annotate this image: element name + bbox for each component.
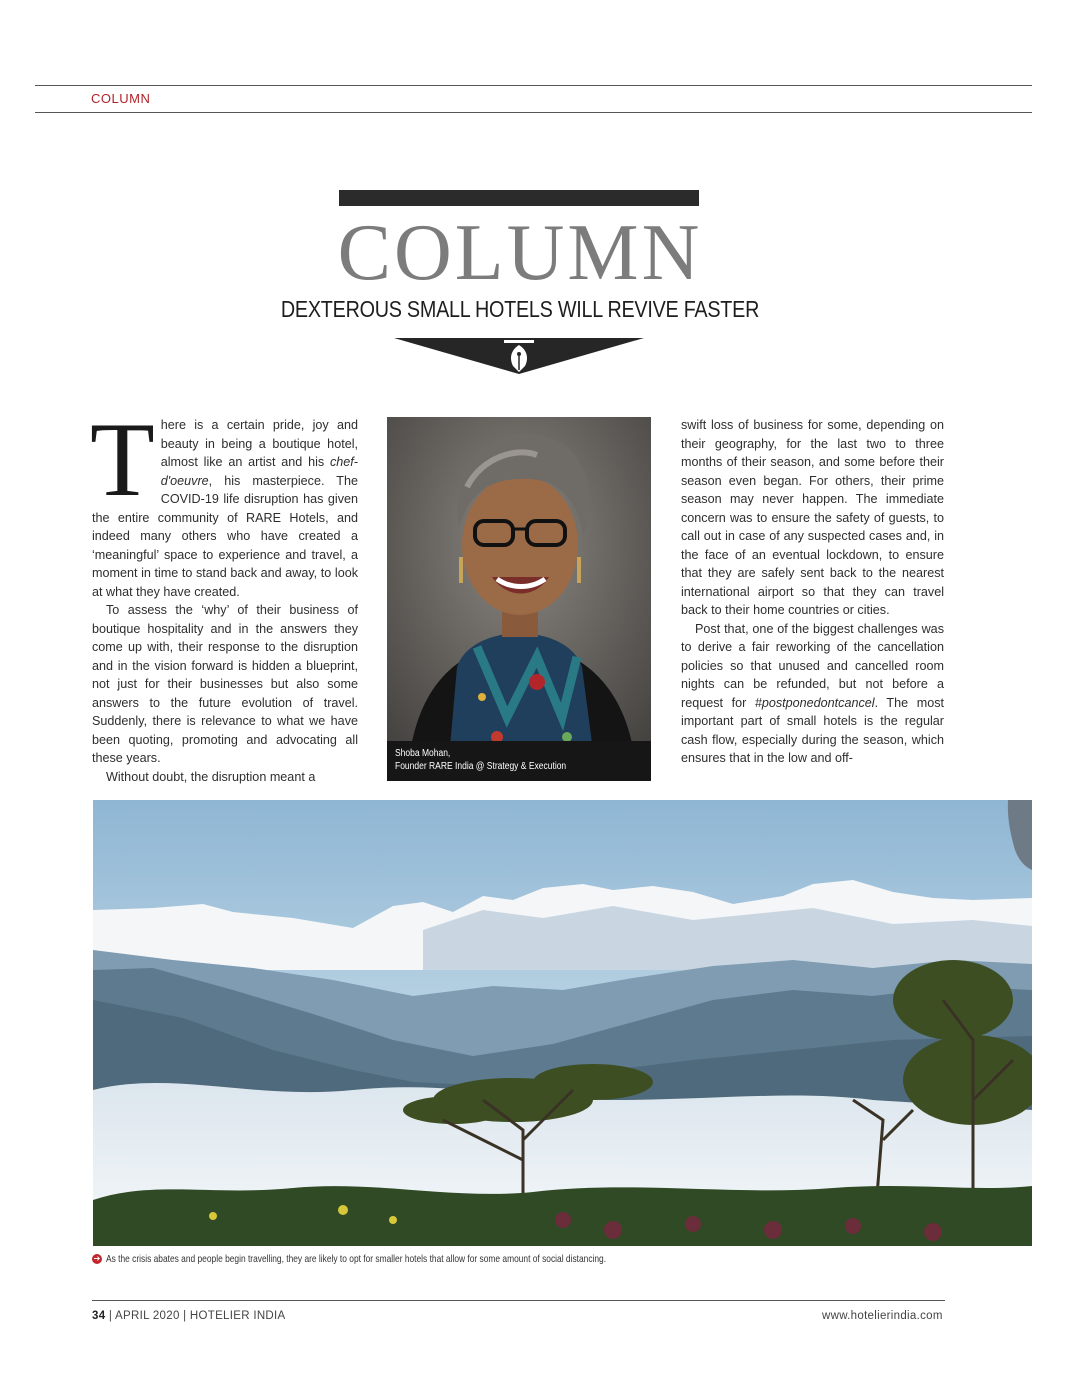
portrait-caption: [387, 741, 651, 781]
paragraph-3: Without doubt, the disruption meant a: [106, 769, 316, 784]
right-paragraph-2: [681, 620, 944, 768]
footer-issue: [92, 1310, 286, 1322]
caption-name: Shoba Mohan,: [395, 748, 451, 759]
section-label: COLUMN: [91, 91, 151, 106]
top-rule: [35, 85, 1032, 86]
pen-nib-icon: [394, 338, 644, 376]
portrait-photo: [387, 417, 651, 781]
drop-cap: T: [90, 401, 155, 518]
footer-website: www.hotelierindia.com: [822, 1310, 943, 1322]
footer-rule: [92, 1300, 945, 1301]
portrait-image: [387, 417, 651, 781]
mountain-image: [93, 800, 1032, 1246]
page-number: 34: [92, 1310, 106, 1322]
p2-text-b: . The most important part of small hotels is the regular cash flow, especially during the season, which ensures that in the low and off-: [681, 695, 944, 765]
right-column: [681, 416, 944, 768]
issue-info: | APRIL 2020 | HOTELIER INDIA: [105, 1310, 286, 1322]
right-paragraph-1: swift loss of business for some, depending on their geography, for the last two to three months of their season, and some before their season even began. For others, their prime season may never happen. The immediate concern was to ensure the safety of guests, to call out in case of any suspected cases and, in the face of an eventual lockdown, to ensure that they are safely sent back to the nearest international airport so that they can travel back to their home countries or cities.: [681, 418, 944, 617]
paragraph-2: To assess the ‘why’ of their business of boutique hospitality and in the answers they come up with, their response to the disruption and in the vision forward is hidden a blueprint, not just for their businesses but also some answers to the future evolution of travel. Suddenly, there is relevance to what we have been quoting, promoting and advocating all these years.: [92, 603, 358, 765]
left-column: [90, 401, 358, 786]
p1-text-a: here is a certain pride, joy and beauty in being a boutique hotel, almost like an artist and his: [160, 418, 358, 469]
column-title: COLUMN: [337, 209, 703, 297]
header-rule: [35, 112, 1032, 113]
p1-text-b: , his masterpiece. The COVID-19 life disruption has given the entire community of RARE Hotels, and indeed many others who have created a ‘meaningful’ space to experience and travel, a moment in time to stand back and away, to look at what they have created.: [92, 473, 358, 599]
photo-caption: [92, 1253, 731, 1265]
landscape-photo: [93, 800, 1032, 1246]
p2-hashtag: #postponedontcancel: [754, 695, 875, 710]
caption-role: Founder RARE India @ Strategy & Execution: [395, 761, 567, 772]
arrow-circle-icon: ➔: [93, 1254, 101, 1264]
p2-text-a: Post that, one of the biggest challenges was to derive a fair reworking of the cancellation policies so that unused and cancelled room nights can be refunded, but not before a request for: [681, 621, 944, 710]
paragraph-1: [90, 401, 358, 601]
p1-italic: chef-d'oeuvre: [160, 455, 358, 488]
photo-caption-text: As the crisis abates and people begin travelling, they are likely to opt for smaller hotels that allow for some amount of social distancing.: [106, 1253, 607, 1266]
article-headline: DEXTEROUS SMALL HOTELS WILL REVIVE FASTER: [280, 296, 760, 322]
title-bar: [339, 190, 699, 206]
